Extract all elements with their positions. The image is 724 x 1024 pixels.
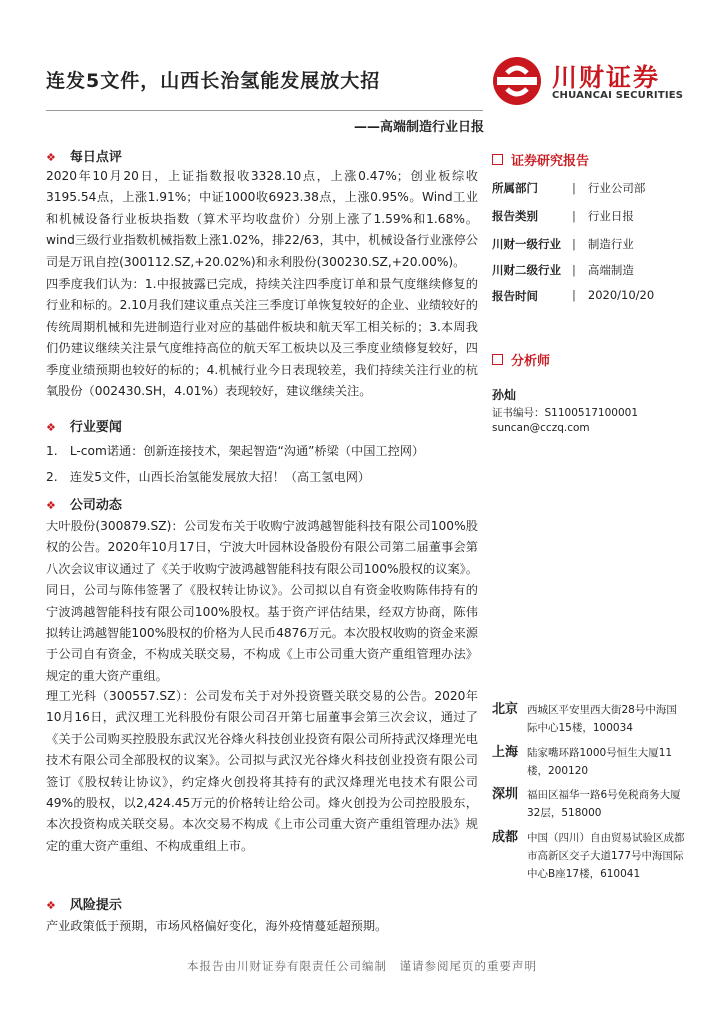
office-address-text: 西城区平安里西大街28号中海国际中心15楼，100034 (527, 704, 677, 734)
section-heading-label: 公司动态 (69, 498, 122, 513)
office-address-text: 中国（四川）自由贸易试验区成都市高新区交子大道177号中海国际中心B座17楼，610041 (527, 832, 685, 880)
office-city: 北京 (492, 702, 519, 717)
company-news-paragraph-2: 理工光科（300557.SZ）：公司发布关于对外投资暨关联交易的公告。2020年10月16日，武汉理工光科股份有限公司召开第七届董事会第三次会议，通过了《关于公司购买控股股东武汉光谷烽火科技创业投资有限公司所持武汉烽理光电技术有限公司全部股权的议案》。公司拟与武汉光谷烽火科技创业投资有限公司签订《股权转让协议》，约定烽火创投将其持有的武汉烽理光电技术有限公司49%的股权，以2,424.45万元的价格转让给公司。烽火创投为公司控股股东，本次投资构成关联交易。本次交易不构成《上市公司重大资产重组管理办法》规定的重大资产重组、不构成重组上市。 (46, 689, 478, 853)
daily-review-paragraph-1: 2020年10月20日，上证指数报收3328.10点，上涨0.47%；创业板综收3195.54点，上涨1.91%；中证1000收6923.38点，上涨0.95%。Wind工业和机械设备行业板块指数（算术平均收盘价）分别上涨了1.59%和1.68%。wind三级行业指数机械指数上涨1.02%，排22/63，其中，机械设备行业涨停公司是万讯自控(300112.SZ,+20.02%)和永利股份(300230.SZ,+20.00%)。 (46, 169, 478, 269)
info-value: | 高端制造 (572, 262, 634, 278)
section-heading-label: 风险提示 (69, 898, 122, 913)
section-heading-daily (46, 146, 122, 165)
report-info-heading (492, 150, 589, 169)
office-address-text: 陆家嘴环路1000号恒生大厦11楼，200120 (527, 747, 673, 777)
diamond-bullet-icon: ❖ (46, 151, 56, 164)
square-bullet-icon (492, 154, 503, 165)
analyst-heading-label: 分析师 (511, 354, 551, 369)
info-key: 川财一级行业 (492, 237, 561, 251)
analyst-name: 孙灿 (492, 388, 517, 402)
info-key: 报告时间 (492, 289, 538, 303)
analyst-heading (492, 350, 550, 369)
office-city: 深圳 (492, 787, 519, 802)
report-info-heading-label: 证券研究报告 (511, 154, 590, 169)
logo-emblem-icon (490, 54, 544, 108)
info-value: | 行业日报 (572, 208, 634, 224)
info-value: | 行业公司部 (572, 180, 645, 196)
diamond-bullet-icon: ❖ (46, 499, 56, 512)
info-key: 报告类别 (492, 209, 538, 223)
info-value: | 制造行业 (572, 236, 634, 252)
section-heading-news (46, 416, 122, 435)
office-address-text: 福田区福华一路6号免税商务大厦32层，518000 (527, 789, 681, 819)
report-title: 连发5文件，山西长治氢能发展放大招 (46, 70, 381, 92)
logo-text-cn: 川财证券 (552, 63, 661, 92)
news-item-2[interactable]: 2. 连发5文件，山西长治氢能发展放大招！（高工氢电网） (46, 470, 371, 484)
section-heading-company (46, 494, 122, 513)
section-heading-risk (46, 894, 122, 913)
square-bullet-icon (492, 354, 503, 365)
daily-review-paragraph-2: 四季度我们认为：1.中报披露已完成，持续关注四季度订单和景气度继续修复的行业和标的。2.10月我们建议重点关注三季度订单恢复较好的企业、业绩较好的传统周期机械和先进制造行业对应的基础件板块和航天军工相关标的；3.本周我们仍建议继续关注景气度维持高位的航天军工板块以及三季度业绩修复较好，四季度业绩预期也较好的标的；4.机械行业今日表现较差，我们持续关注行业的杭氧股份（002430.SH，4.01%）表现较好，建议继续关注。 (46, 277, 478, 399)
info-key: 所属部门 (492, 181, 538, 195)
diamond-bullet-icon: ❖ (46, 421, 56, 434)
news-item-1[interactable]: 1. L-com诺通：创新连接技术，架起智造“沟通”桥梁（中国工控网） (46, 444, 425, 458)
section-heading-label: 每日点评 (69, 150, 122, 165)
analyst-cert: 证书编号：S1100517100001 (492, 407, 639, 419)
diamond-bullet-icon: ❖ (46, 899, 56, 912)
page-footer: 本报告由川财证券有限责任公司编制 谨请参阅尾页的重要声明 (187, 959, 537, 973)
report-subtitle: ——高端制造行业日报 (353, 120, 484, 135)
info-key: 川财二级行业 (492, 263, 561, 277)
risk-paragraph: 产业政策低于预期，市场风格偏好变化，海外疫情蔓延超预期。 (46, 919, 388, 933)
section-heading-label: 行业要闻 (69, 420, 122, 435)
info-value: | 2020/10/20 (572, 288, 654, 302)
company-news-paragraph-1: 大叶股份(300879.SZ)：公司发布关于收购宁波鸿越智能科技有限公司100%股权的公告。2020年10月17日，宁波大叶园林设备股份有限公司第二届董事会第八次会议审议通过了《关于收购宁波鸿越智能科技有限公司100%股权的议案》。同日，公司与陈伟签署了《股权转让协议》。公司拟以自有资金收购陈伟持有的宁波鸿越智能科技有限公司100%股权。基于资产评估结果，经双方协商，陈伟拟转让鸿越智能100%股权的价格为人民币4876万元。本次股权收购的资金来源于公司自有资金，不构成关联交易，不构成《上市公司重大资产重组管理办法》规定的重大资产重组。 (46, 519, 478, 683)
office-city: 成都 (492, 830, 519, 845)
logo-text-en: CHUANCAI SECURITIES (552, 90, 684, 101)
office-city: 上海 (492, 745, 519, 760)
company-logo (490, 54, 684, 108)
analyst-email[interactable]: suncan@cczq.com (492, 422, 590, 434)
header-divider (46, 110, 483, 111)
